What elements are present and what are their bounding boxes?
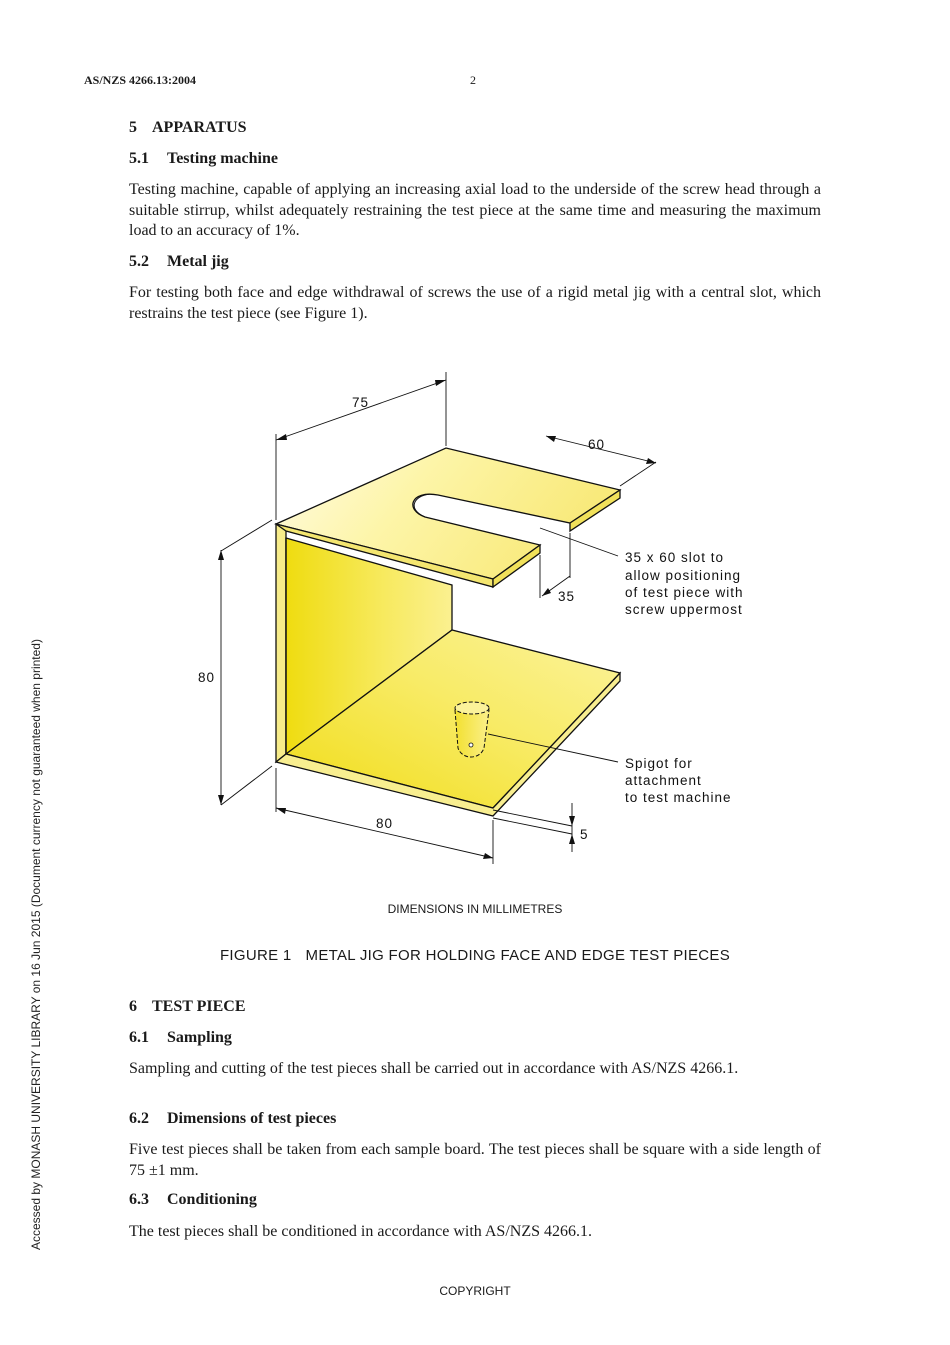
section-5-2-text: For testing both face and edge withdrawal of screws the use of a rigid metal jig with a central slot, which restrains the test piece (see Figure 1). xyxy=(129,284,821,322)
slot-note-line-3: of test piece with xyxy=(625,585,744,600)
spigot-note-line-2: attachment xyxy=(625,773,702,788)
figure-caption xyxy=(0,947,950,964)
jig-back-plate-edge xyxy=(276,524,286,762)
dimensions-caption: DIMENSIONS IN MILLIMETRES xyxy=(387,902,563,916)
section-6-1-heading xyxy=(129,1029,232,1047)
dim-height: 80 xyxy=(198,670,216,685)
figure-label: FIGURE 1 xyxy=(219,947,292,964)
section-6-2-number: 6.2 xyxy=(129,1110,149,1127)
spigot-note-line-1: Spigot for xyxy=(625,756,693,771)
section-6-3-title: Conditioning xyxy=(167,1191,257,1208)
dim-top-width: 75 xyxy=(352,395,370,410)
section-5-1-number: 5.1 xyxy=(129,150,149,167)
section-5-2-title: Metal jig xyxy=(167,253,229,270)
section-6-3-heading xyxy=(129,1191,257,1209)
section-6-1-number: 6.1 xyxy=(129,1029,149,1046)
section-6-2-title: Dimensions of test pieces xyxy=(167,1110,337,1127)
figure-title: METAL JIG FOR HOLDING FACE AND EDGE TEST PIECES xyxy=(305,947,731,964)
section-5-1-text: Testing machine, capable of applying an increasing axial load to the underside of the screw head through a suitable stirrup, whilst adequately restraining the test piece at the same time and measuring the maximum load to an accuracy of 1%. xyxy=(129,181,821,239)
section-5-number: 5 xyxy=(129,119,137,136)
slot-note-line-1: 35 x 60 slot to xyxy=(625,550,725,565)
access-watermark-note: Accessed by MONASH UNIVERSITY LIBRARY on 16 Jun 2015 (Document currency not guaranteed when printed) xyxy=(29,639,43,1250)
spigot-note-line-3: to test machine xyxy=(625,790,732,805)
section-5-1-title: Testing machine xyxy=(167,150,278,167)
standard-number: AS/NZS 4266.13:2004 xyxy=(84,73,197,87)
dim-slot-width: 35 xyxy=(558,589,576,604)
page-number: 2 xyxy=(470,73,476,87)
section-6-2-text: Five test pieces shall be taken from each sample board. The test pieces shall be square with a side length of 75 ±1 mm. xyxy=(129,1141,821,1179)
section-6-2-heading xyxy=(129,1110,336,1128)
section-5-2-heading xyxy=(129,253,229,271)
section-6-3-number: 6.3 xyxy=(129,1191,149,1208)
section-6-1-title: Sampling xyxy=(167,1029,232,1046)
dim-slot-length: 60 xyxy=(588,437,606,452)
slot-note-line-4: screw uppermost xyxy=(625,602,743,617)
dim-thickness: 5 xyxy=(580,827,589,842)
slot-note-line-2: allow positioning xyxy=(625,568,742,583)
section-6-number: 6 xyxy=(129,998,137,1015)
section-5-2-number: 5.2 xyxy=(129,253,149,270)
section-6-heading xyxy=(129,998,246,1016)
section-6-1-text: Sampling and cutting of the test pieces shall be carried out in accordance with AS/NZS 4266.1. xyxy=(129,1060,739,1077)
section-6-title: TEST PIECE xyxy=(152,998,246,1015)
section-5-title: APPARATUS xyxy=(152,119,247,136)
section-6-3-text: The test pieces shall be conditioned in accordance with AS/NZS 4266.1. xyxy=(129,1223,592,1240)
metal-jig-figure xyxy=(0,340,950,880)
copyright-footer: COPYRIGHT xyxy=(439,1284,511,1298)
section-5-1-heading xyxy=(129,150,278,168)
section-5-heading xyxy=(129,119,247,137)
dim-base-width: 80 xyxy=(376,816,394,831)
